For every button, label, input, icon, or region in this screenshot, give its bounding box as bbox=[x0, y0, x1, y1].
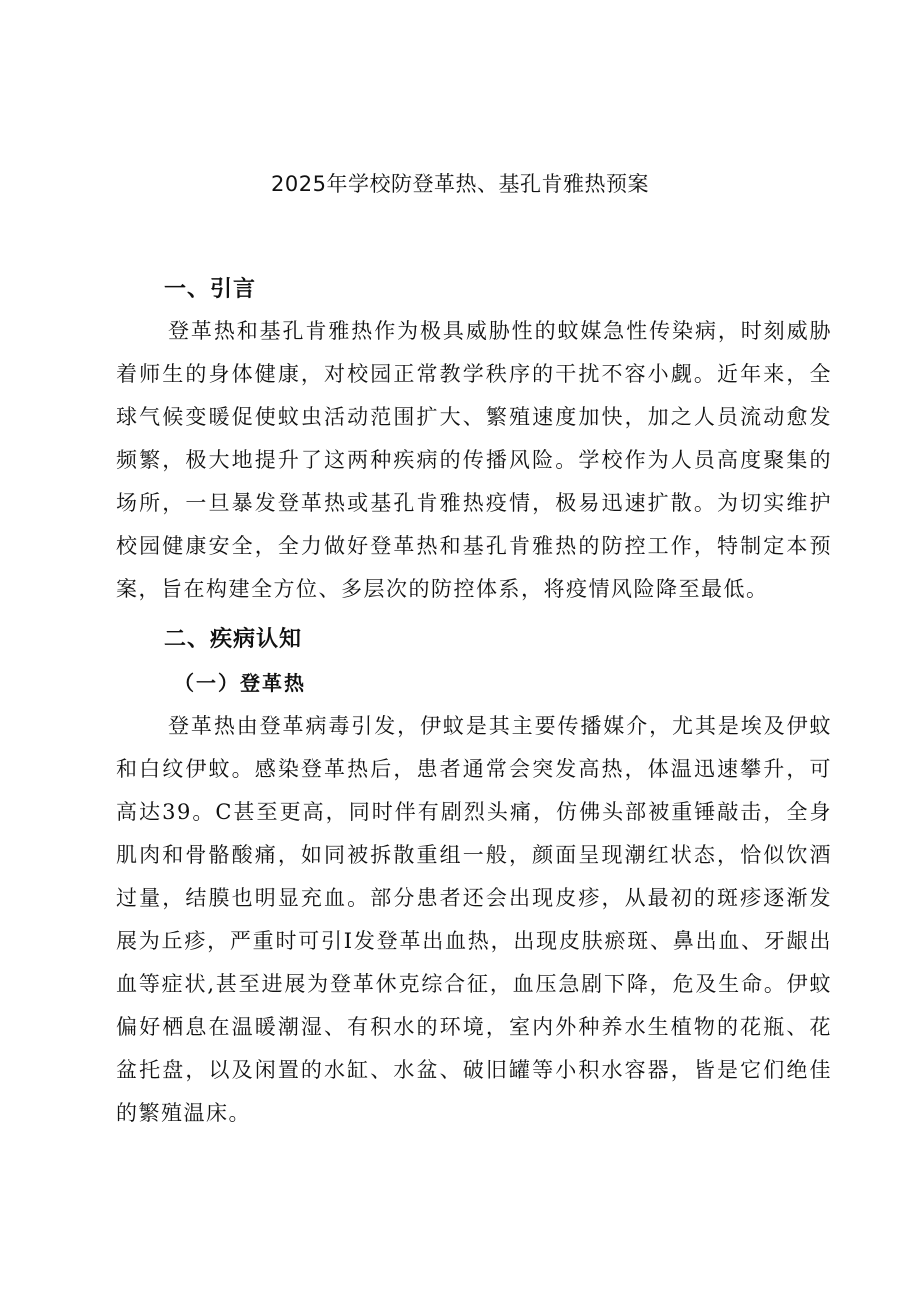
subheading-dengue: （一）登革热 bbox=[174, 671, 306, 695]
dengue-paragraph: 登革热由登革病毒引发，伊蚊是其主要传播媒介，尤其是埃及伊蚊和白纹伊蚊。感染登革热后，患者通常会突发高热，体温迅速攀升，可高达39。C甚至更高，同时伴有剧烈头痛，仿佛头部被重锤敲击，全身肌肉和骨骼酸痛，如同被拆散重组一般，颜面呈现潮红状态，恰似饮酒过量，结膜也明显充血。部分患者还会出现皮疹，从最初的斑疹逐渐发展为丘疹，严重时可引I发登革出血热，出现皮肤瘀斑、鼻出血、牙龈出血等症状,甚至进展为登革休克综合征，血压急剧下降，危及生命。伊蚊偏好栖息在温暖潮湿、有积水的环境，室内外种养水生植物的花瓶、花盆托盘，以及闲置的水缸、水盆、破旧罐等小积水容器，皆是它们绝佳的繁殖温床。 bbox=[116, 714, 832, 1125]
section-heading-disease-knowledge: 二、疾病认知 bbox=[164, 627, 303, 652]
document-title: 2025年学校防登革热、基孔肯雅热预案 bbox=[271, 172, 649, 196]
introduction-paragraph: 登革热和基孔肯雅热作为极具威胁性的蚊媒急性传染病，时刻威胁着师生的身体健康，对校园正常教学秩序的干扰不容小觑。近年来，全球气候变暖促使蚊虫活动范围扩大、繁殖速度加快，加之人员流动愈发频繁，极大地提升了这两种疾病的传播风险。学校作为人员高度聚集的场所，一旦暴发登革热或基孔肯雅热疫情，极易迅速扩散。为切实维护校园健康安全，全力做好登革热和基孔肯雅热的防控工作，特制定本预案，旨在构建全方位、多层次的防控体系，将疫情风险降至最低。 bbox=[116, 319, 832, 601]
section-heading-introduction: 一、引言 bbox=[164, 277, 257, 302]
